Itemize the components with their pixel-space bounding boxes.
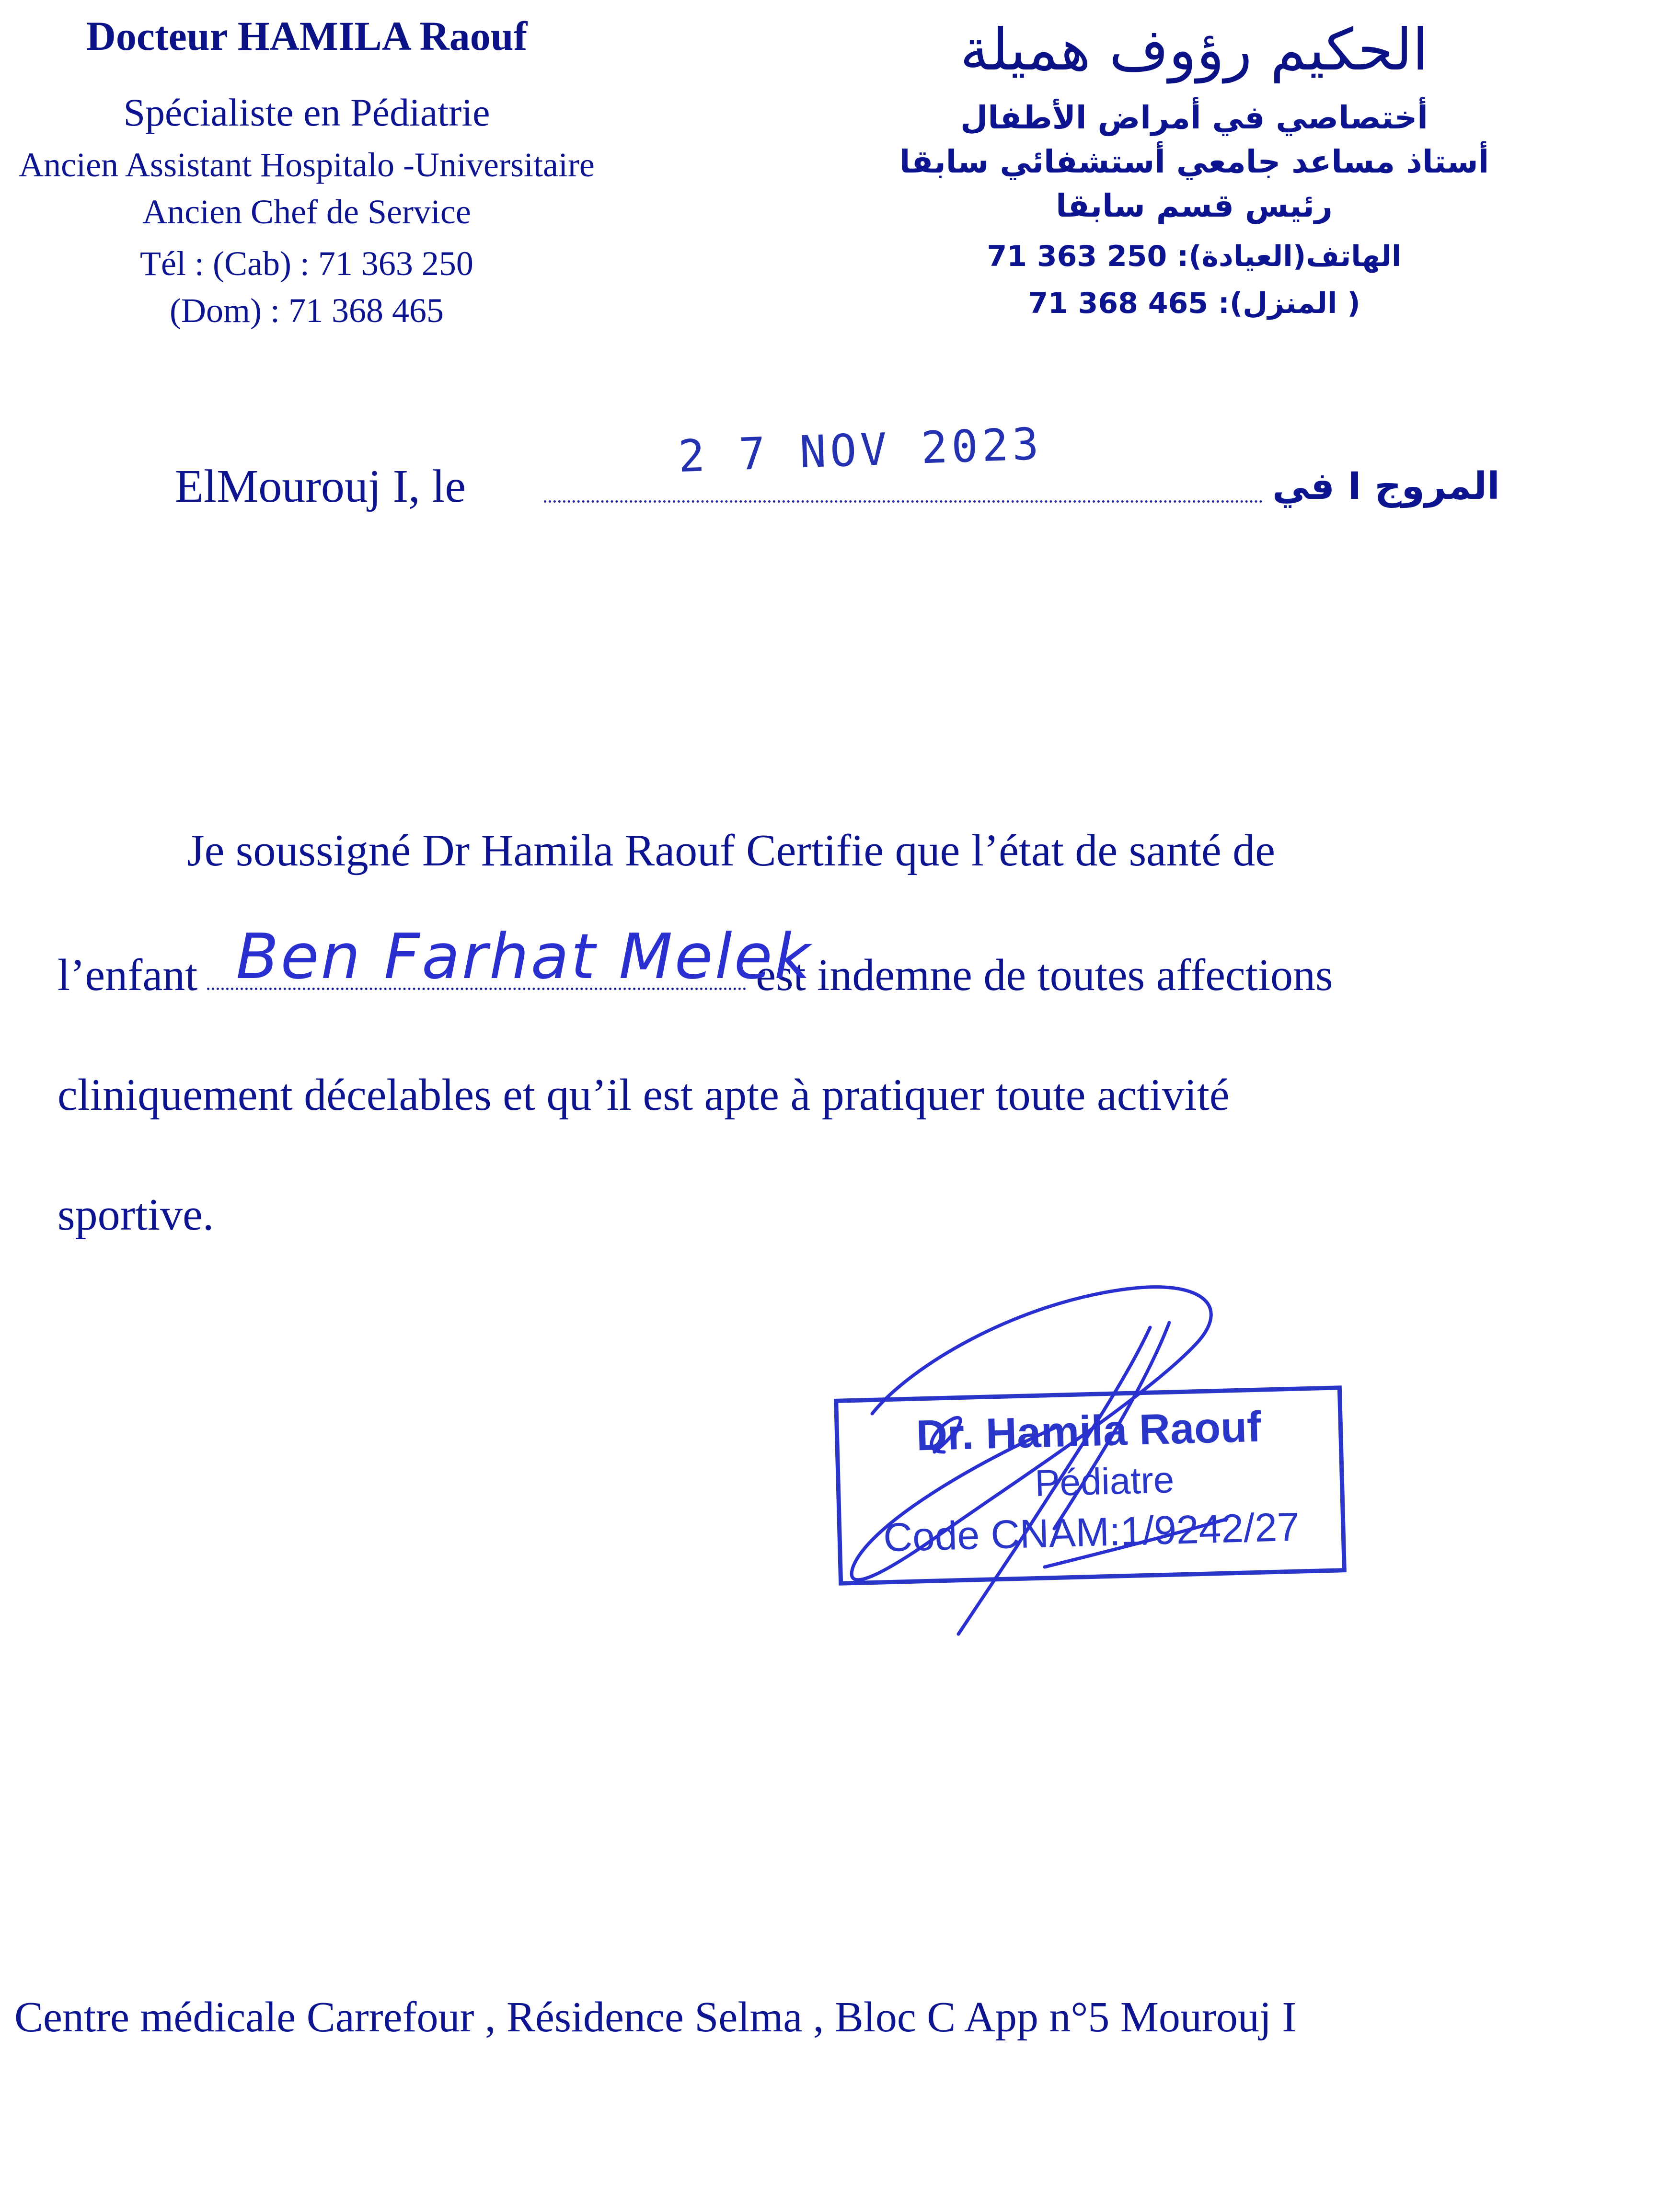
line2-prefix: l’enfant xyxy=(58,950,198,1000)
date-label-fr: ElMourouj I, le xyxy=(175,461,466,512)
line2-suffix: est indemne de toutes affections xyxy=(756,950,1333,1000)
doctor-name-ar: الحكيم رؤوف هميلة xyxy=(960,17,1429,83)
stamp-cnam-code: Code CNAM:1/9242/27 xyxy=(883,1504,1300,1560)
doctor-name-fr: Docteur HAMILA Raouf xyxy=(86,13,528,59)
date-stamp: 2 7 NOV 2023 xyxy=(677,418,1044,483)
former-assistant-ar: أستاذ مساعد جامعي أستشفائي سابقا xyxy=(899,143,1489,180)
certificate-line-4: sportive. xyxy=(58,1190,214,1240)
date-row xyxy=(175,418,1500,513)
child-name-handwritten: Ben Farhat Melek xyxy=(236,920,812,993)
certificate-line-3: cliniquement décelables et qu’il est apte à pratiquer toute activité xyxy=(58,1070,1230,1120)
specialty-fr: Spécialiste en Pédiatrie xyxy=(123,91,490,134)
date-label-ar: المروج I في xyxy=(1272,465,1500,508)
certificate-line-1: Je soussigné Dr Hamila Raouf Certifie que l’état de santé de xyxy=(187,826,1275,876)
former-assistant-fr: Ancien Assistant Hospitalo -Universitaire xyxy=(19,146,595,184)
header-right xyxy=(835,14,1554,327)
specialty-ar: أختصاصي في أمراض الأطفال xyxy=(960,99,1428,136)
phone-cab-fr: Tél : (Cab) : 71 363 250 xyxy=(140,244,473,283)
stamp-role: Pédiatre xyxy=(1034,1458,1175,1505)
former-chief-ar: رئيس قسم سابقا xyxy=(1056,187,1333,224)
phone-dom-fr: (Dom) : 71 368 465 xyxy=(170,291,444,330)
phone-dom-ar: ( المنزل): 465 368 71 xyxy=(1028,287,1360,320)
former-chief-fr: Ancien Chef de Service xyxy=(142,193,471,231)
stamp-doctor-name: Dr. Hamila Raouf xyxy=(915,1403,1262,1460)
date-dotted-line xyxy=(544,500,1263,503)
signature-scribble xyxy=(815,1270,1294,1644)
phone-cab-ar: الهاتف(العيادة): 250 363 71 xyxy=(987,240,1402,273)
child-name-field xyxy=(207,920,812,993)
header-left xyxy=(0,10,613,334)
certificate-line-2 xyxy=(58,920,1333,1004)
footer-address: Centre médicale Carrefour , Résidence Selma , Bloc C App n°5 Mourouj I xyxy=(14,1993,1297,2041)
